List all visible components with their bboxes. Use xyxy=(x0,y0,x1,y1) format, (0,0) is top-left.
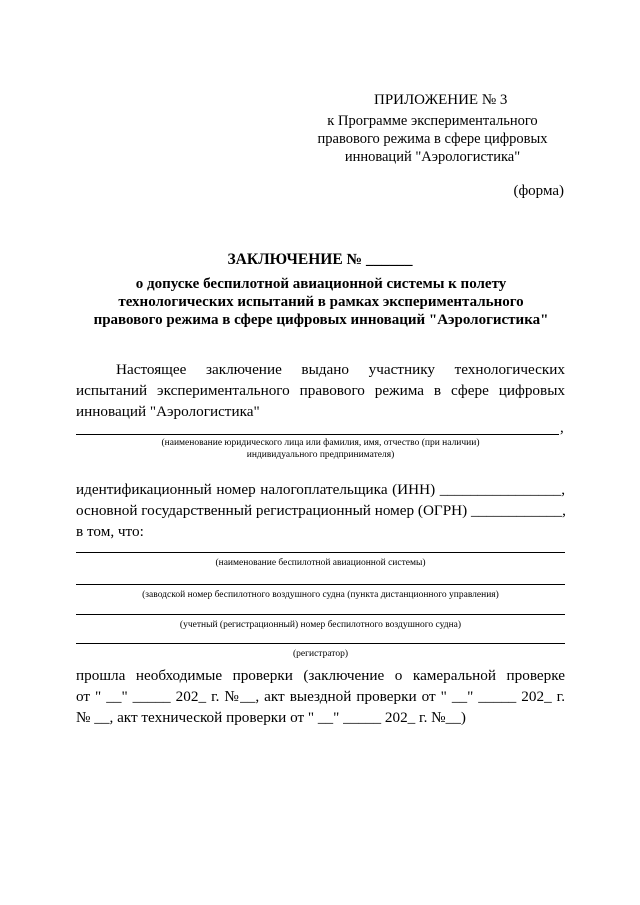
serial-number-line xyxy=(76,584,565,585)
applicant-line-end: , xyxy=(560,420,564,436)
subtitle-line-3: правового режима в сфере цифровых инноваций "Аэрологистика" xyxy=(93,312,549,328)
intro-line-1: Настоящее заключение выдано участнику технологических xyxy=(116,361,565,378)
checks-line-2: от " __" _____ 202_ г. №__, акт выездной проверки от " __" _____ 202_ г. xyxy=(76,688,565,705)
inn-line: идентификационный номер налогоплательщика (ИНН) ________________, xyxy=(76,481,565,498)
appendix-line-3: инноваций "Аэрологистика" xyxy=(344,149,521,165)
uas-name-line xyxy=(76,552,565,553)
registration-number-caption: (учетный (регистрационный) номер беспилотного воздушного судна) xyxy=(179,620,462,630)
appendix-line-1: к Программе экспериментального xyxy=(327,113,538,129)
registrar-caption: (регистратор) xyxy=(292,649,348,659)
uas-name-caption: (наименование беспилотной авиационной системы) xyxy=(215,558,426,568)
checks-line-1: прошла необходимые проверки (заключение о камеральной проверке xyxy=(76,667,565,684)
appendix-line-2: правового режима в сфере цифровых xyxy=(317,131,548,147)
applicant-name-line xyxy=(76,434,559,435)
subtitle-line-2: технологических испытаний в рамках экспериментального xyxy=(118,294,524,310)
applicant-caption-1: (наименование юридического лица или фамилия, имя, отчество (при наличии) xyxy=(161,438,480,448)
checks-line-3: № __, акт технической проверки от " __" _____ 202_ г. №__) xyxy=(76,709,466,726)
applicant-caption-2: индивидуального предпринимателя) xyxy=(246,450,395,460)
appendix-title: ПРИЛОЖЕНИЕ № 3 xyxy=(374,92,508,108)
form-note: (форма) xyxy=(513,183,564,199)
ogrn-line: основной государственный регистрационный номер (ОГРН) ____________, xyxy=(76,502,566,519)
that-line: в том, что: xyxy=(76,523,144,540)
subtitle-line-1: о допуске беспилотной авиационной системы к полету xyxy=(135,276,507,292)
serial-number-caption: (заводской номер беспилотного воздушного судна (пункта дистанционного управления) xyxy=(142,590,499,600)
document-title: ЗАКЛЮЧЕНИЕ № ______ xyxy=(227,251,413,268)
registration-number-line xyxy=(76,614,565,615)
intro-line-3: инноваций "Аэрологистика" xyxy=(76,403,260,420)
intro-line-2: испытаний экспериментального правового режима в сфере цифровых xyxy=(76,382,565,399)
registrar-line xyxy=(76,643,565,644)
